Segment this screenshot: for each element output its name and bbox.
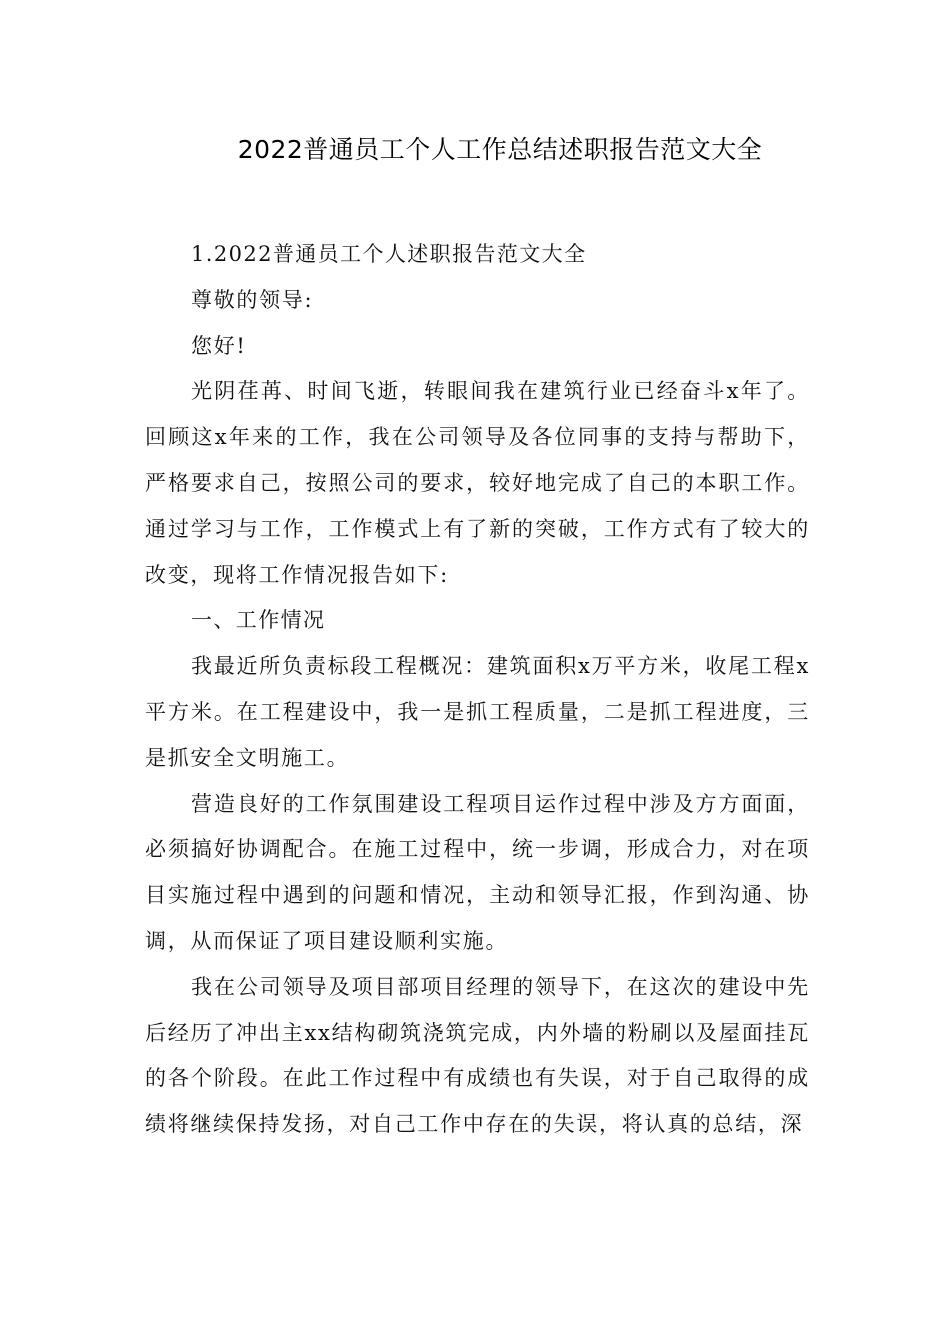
paragraph-construction-stages: 我在公司领导及项目部项目经理的领导下，在这次的建设中先后经历了冲出主xx结构砌筑浇筑完成，内外墙的粉刷以及屋面挂瓦的各个阶段。在此工作过程中有成绩也有失误，对于自己取得的成绩将继续保持发扬，对自己工作中存在的失误，将认真的总结，深: [145, 974, 810, 1137]
salutation: 尊敬的领导:: [191, 287, 314, 312]
paragraph-intro: 光阴荏苒、时间飞逝，转眼间我在建筑行业已经奋斗x年了。回顾这x年来的工作，我在公司领导及各位同事的支持与帮助下，严格要求自己，按照公司的要求，较好地完成了自己的本职工作。通过学习与工作，工作模式上有了新的突破，工作方式有了较大的改变，现将工作情况报告如下:: [145, 379, 810, 587]
subsection-heading-work-status: 一、工作情况: [191, 608, 326, 633]
section-heading: 1.2022普通员工个人述职报告范文大全: [191, 242, 587, 266]
document-body: [145, 232, 810, 1148]
document-title: 2022普通员工个人工作总结述职报告范文大全: [237, 135, 763, 164]
paragraph-project-overview: 我最近所负责标段工程概况：建筑面积x万平方米，收尾工程x平方米。在工程建设中，我一是抓工程质量，二是抓工程进度，三是抓安全文明施工。: [145, 654, 810, 770]
paragraph-coordination: 营造良好的工作氛围建设工程项目运作过程中涉及方方面面，必须搞好协调配合。在施工过程中，统一步调，形成合力，对在项目实施过程中遇到的问题和情况，主动和领导汇报，作到沟通、协调，从而保证了项目建设顺利实施。: [145, 791, 810, 953]
greeting: 您好!: [191, 333, 247, 358]
